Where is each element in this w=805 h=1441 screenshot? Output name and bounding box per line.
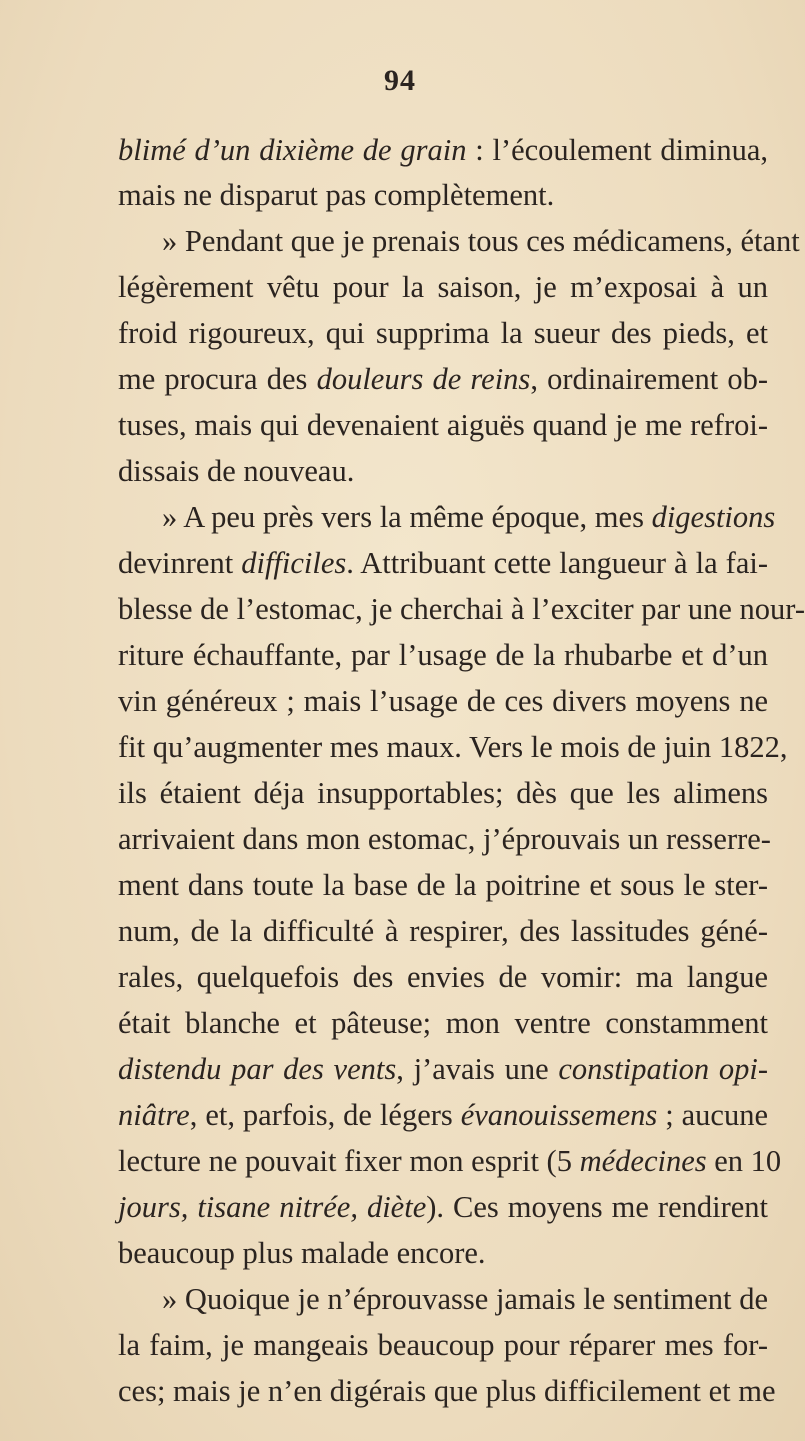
- text-line: ces; mais je n’en digérais que plus difficilement et me: [118, 1374, 776, 1408]
- text-line: rales, quelquefois des envies de vomir: ma langue: [118, 960, 768, 994]
- text-line: distendu par des vents, j’avais une constipation opi-: [118, 1052, 768, 1086]
- text-line: tuses, mais qui devenaient aiguës quand je me refroi-: [118, 408, 768, 442]
- text-line: mais ne disparut pas complètement.: [118, 178, 555, 212]
- text-line: fit qu’augmenter mes maux. Vers le mois de juin 1822,: [118, 730, 788, 764]
- text-line: me procura des douleurs de reins, ordinairement ob-: [118, 362, 769, 396]
- text-line: dissais de nouveau.: [118, 454, 355, 488]
- text-line: blimé d’un dixième de grain : l’écoulement diminua,: [118, 133, 769, 167]
- text-line: niâtre, et, parfois, de légers évanouissemens ; aucune: [118, 1098, 768, 1132]
- text-line: blesse de l’estomac, je cherchai à l’exciter par une nour-: [118, 592, 805, 626]
- text-line: arrivaient dans mon estomac, j’éprouvais un resserre-: [118, 822, 771, 856]
- text-line: riture échauffante, par l’usage de la rhubarbe et d’un: [118, 638, 768, 672]
- text-line: ils étaient déja insupportables; dès que les alimens: [118, 776, 768, 810]
- text-line: » Pendant que je prenais tous ces médicamens, étant: [162, 224, 800, 258]
- text-line: ment dans toute la base de la poitrine et sous le ster-: [118, 868, 768, 902]
- text-line: devinrent difficiles. Attribuant cette langueur à la fai-: [118, 546, 768, 580]
- text-line: » Quoique je n’éprouvasse jamais le sentiment de: [162, 1282, 768, 1316]
- text-line: lecture ne pouvait fixer mon esprit (5 médecines en 10: [118, 1144, 782, 1178]
- page-number: 94: [384, 64, 416, 97]
- text-line: beaucoup plus malade encore.: [118, 1236, 486, 1270]
- text-line: » A peu près vers la même époque, mes digestions: [162, 500, 776, 534]
- text-line: jours, tisane nitrée, diète). Ces moyens me rendirent: [118, 1190, 768, 1224]
- text-line: num, de la difficulté à respirer, des lassitudes géné-: [118, 914, 768, 948]
- text-line: légèrement vêtu pour la saison, je m’exposai à un: [118, 270, 768, 304]
- text-line: froid rigoureux, qui supprima la sueur des pieds, et: [118, 316, 768, 350]
- text-line: vin généreux ; mais l’usage de ces divers moyens ne: [118, 684, 768, 718]
- text-line: la faim, je mangeais beaucoup pour réparer mes for-: [118, 1328, 768, 1362]
- text-line: était blanche et pâteuse; mon ventre constamment: [118, 1006, 768, 1040]
